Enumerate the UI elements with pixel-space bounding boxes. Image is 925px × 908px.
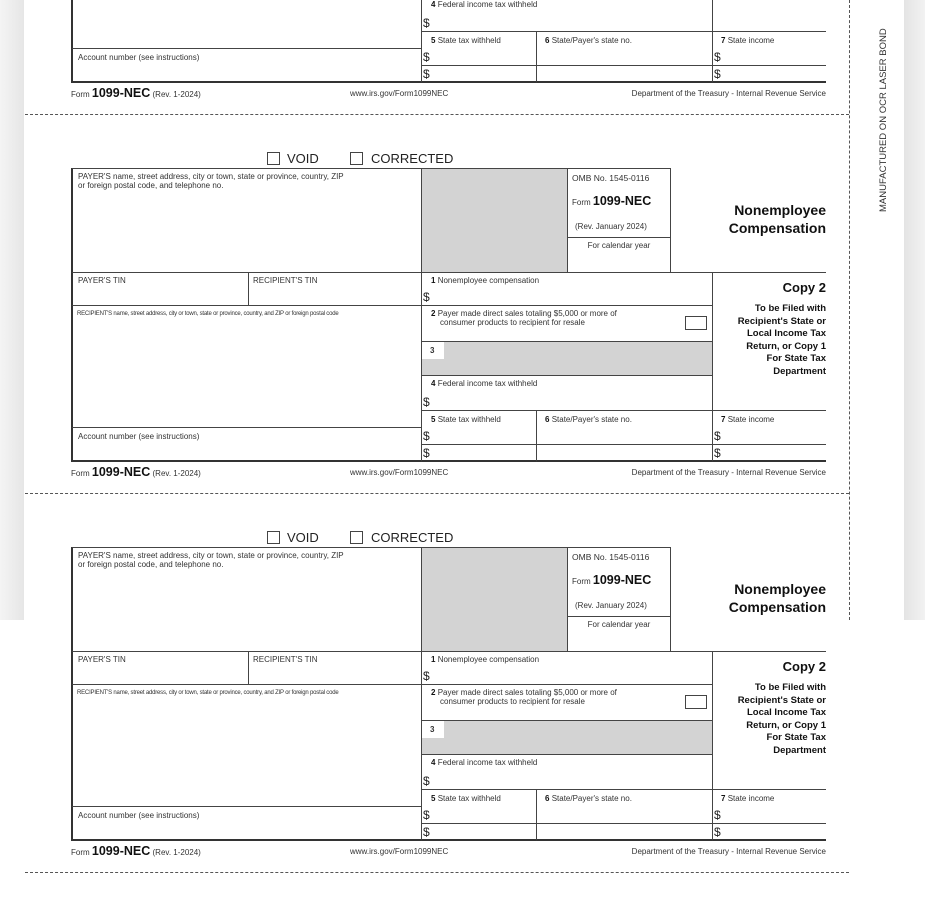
box7-field[interactable] [712, 410, 826, 445]
box1-field[interactable] [421, 651, 713, 685]
recipient-label: RECIPIENT'S name, street address, city or town, state or province, country, and ZIP or foreign postal code [77, 690, 339, 696]
omb-cell [567, 168, 671, 238]
title-line-1: Nonemployee [734, 581, 826, 597]
box5-field[interactable] [421, 31, 537, 66]
box4-field[interactable] [421, 375, 713, 411]
dollar-sign: $ [714, 808, 721, 822]
form-prefix: Form [572, 198, 591, 207]
box2-checkbox[interactable] [685, 316, 707, 330]
form-number: 1099-NEC [592, 194, 652, 208]
footer-form-id: Form 1099-NEC (Rev. 1-2024) [71, 844, 201, 858]
dollar-sign: $ [423, 429, 430, 443]
calendar-year-label: For calendar year [587, 620, 651, 629]
void-checkbox[interactable] [267, 531, 280, 544]
calendar-year-label: For calendar year [587, 241, 651, 250]
box7-field[interactable] [712, 789, 826, 824]
copy-label: Copy 2 [782, 659, 826, 674]
box5-field-2[interactable] [421, 65, 537, 83]
box7-field[interactable] [712, 31, 826, 66]
box5-field[interactable] [421, 789, 537, 824]
box6-label: 6 State/Payer's state no. [545, 415, 632, 424]
corrected-checkbox[interactable] [350, 152, 363, 165]
box2-field [421, 684, 713, 721]
account-label: Account number (see instructions) [78, 432, 200, 441]
form-rev: (Rev. January 2024) [575, 601, 647, 610]
account-number-field[interactable] [71, 427, 422, 462]
recipient-tin-field[interactable] [248, 272, 422, 306]
form-rev: (Rev. January 2024) [575, 222, 647, 231]
dollar-sign: $ [423, 774, 430, 788]
box5-field-2[interactable] [421, 444, 537, 462]
box3-label: 3 [430, 725, 435, 734]
footer-form-id: Form 1099-NEC (Rev. 1-2024) [71, 86, 201, 100]
payer-label-1: PAYER'S name, street address, city or town, state or province, country, ZIP [78, 551, 344, 560]
corrected-checkbox[interactable] [350, 531, 363, 544]
box2-label-1: 2 Payer made direct sales totaling $5,000 or more of [431, 688, 617, 697]
page-right-margin [904, 0, 925, 620]
footer-dept: Department of the Treasury - Internal Revenue Service [631, 468, 826, 477]
copy-label: Copy 2 [782, 280, 826, 295]
form-prefix: Form [572, 577, 591, 586]
void-label: VOID [287, 530, 319, 545]
dollar-sign: $ [714, 446, 721, 460]
account-number-field[interactable] [71, 48, 422, 83]
recipient-label: RECIPIENT'S name, street address, city or town, state or province, country, and ZIP or foreign postal code [77, 311, 339, 317]
divider [712, 0, 713, 32]
footer-dept: Department of the Treasury - Internal Revenue Service [631, 847, 826, 856]
box2-field [421, 305, 713, 342]
recipient-field[interactable] [71, 305, 422, 428]
box7-field-2[interactable] [712, 823, 826, 841]
form-copy [0, 150, 849, 529]
title-line-2: Compensation [728, 599, 826, 615]
account-number-field[interactable] [71, 806, 422, 841]
divider [712, 272, 713, 411]
dollar-sign: $ [423, 825, 430, 839]
shaded-area [421, 547, 568, 652]
recipient-field[interactable] [71, 0, 422, 49]
form-copy [0, 529, 849, 908]
omb-cell [567, 547, 671, 617]
box5-label: 5 State tax withheld [431, 415, 501, 424]
box3-number-cell [422, 721, 444, 738]
box1-label: 1 Nonemployee compensation [431, 655, 540, 664]
box5-field[interactable] [421, 410, 537, 445]
dollar-sign: $ [423, 16, 430, 30]
calendar-year-field[interactable] [567, 237, 671, 273]
box4-label: 4 Federal income tax withheld [431, 0, 538, 9]
box3-label: 3 [430, 346, 435, 355]
account-label: Account number (see instructions) [78, 811, 200, 820]
copy-description: To be Filed with Recipient's State or Local Income Tax Return, or Copy 1 For State Tax Department [737, 303, 826, 377]
form-number: 1099-NEC [592, 573, 652, 587]
box3-field [421, 341, 713, 376]
dollar-sign: $ [423, 290, 430, 304]
dollar-sign: $ [423, 50, 430, 64]
corrected-label: CORRECTED [371, 530, 454, 545]
box7-label: 7 State income [721, 36, 775, 45]
dollar-sign: $ [714, 67, 721, 81]
dollar-sign: $ [423, 446, 430, 460]
account-label: Account number (see instructions) [78, 53, 200, 62]
box3-number-cell [422, 342, 444, 359]
box7-field-2[interactable] [712, 65, 826, 83]
box1-label: 1 Nonemployee compensation [431, 276, 540, 285]
form-copy [0, 0, 849, 150]
dollar-sign: $ [714, 429, 721, 443]
box1-field[interactable] [421, 272, 713, 306]
footer-url[interactable]: www.irs.gov/Form1099NEC [350, 468, 449, 477]
omb-number: OMB No. 1545-0116 [572, 552, 650, 562]
perforation-horizontal [25, 872, 849, 873]
footer-dept: Department of the Treasury - Internal Revenue Service [631, 89, 826, 98]
box6-field-2[interactable] [536, 65, 713, 83]
box4-label: 4 Federal income tax withheld [431, 758, 538, 767]
dollar-sign: $ [714, 825, 721, 839]
box7-field-2[interactable] [712, 444, 826, 462]
box6-label: 6 State/Payer's state no. [545, 36, 632, 45]
payer-label-2: or foreign postal code, and telephone no. [78, 560, 224, 569]
copy-description: To be Filed with Recipient's State or Local Income Tax Return, or Copy 1 For State Tax Department [737, 682, 826, 756]
form-title [729, 580, 826, 616]
dollar-sign: $ [714, 50, 721, 64]
dollar-sign: $ [423, 808, 430, 822]
perforation-vertical [849, 0, 850, 620]
calendar-year-field[interactable] [567, 616, 671, 652]
box5-label: 5 State tax withheld [431, 36, 501, 45]
box4-field[interactable] [421, 0, 713, 32]
payer-tin-label: PAYER'S TIN [78, 655, 126, 664]
recipient-tin-label: RECIPIENT'S TIN [253, 276, 318, 285]
payer-label-1: PAYER'S name, street address, city or town, state or province, country, ZIP [78, 172, 344, 181]
footer-url[interactable]: www.irs.gov/Form1099NEC [350, 847, 449, 856]
void-label: VOID [287, 151, 319, 166]
payer-field[interactable] [71, 168, 422, 273]
box4-field[interactable] [421, 754, 713, 790]
payer-label-2: or foreign postal code, and telephone no. [78, 181, 224, 190]
box6-label: 6 State/Payer's state no. [545, 794, 632, 803]
footer-url[interactable]: www.irs.gov/Form1099NEC [350, 89, 449, 98]
void-checkbox[interactable] [267, 152, 280, 165]
box7-label: 7 State income [721, 794, 775, 803]
form-id [572, 194, 651, 208]
payer-tin-field[interactable] [71, 272, 249, 306]
payer-field[interactable] [71, 547, 422, 652]
shaded-area [421, 168, 568, 273]
divider [712, 651, 713, 790]
dollar-sign: $ [423, 67, 430, 81]
box6-field[interactable] [536, 789, 713, 824]
corrected-label: CORRECTED [371, 151, 454, 166]
box3-field [421, 720, 713, 755]
box2-label-2: consumer products to recipient for resale [440, 697, 585, 706]
box2-label-2: consumer products to recipient for resale [440, 318, 585, 327]
side-text: MANUFACTURED ON OCR LASER BOND [878, 28, 889, 212]
box7-label: 7 State income [721, 415, 775, 424]
recipient-tin-label: RECIPIENT'S TIN [253, 655, 318, 664]
box6-field[interactable] [536, 31, 713, 66]
recipient-field[interactable] [71, 684, 422, 807]
dollar-sign: $ [423, 395, 430, 409]
box5-label: 5 State tax withheld [431, 794, 501, 803]
box6-field-2[interactable] [536, 823, 713, 841]
perforation-horizontal [25, 493, 849, 494]
box2-label-1: 2 Payer made direct sales totaling $5,000 or more of [431, 309, 617, 318]
payer-tin-label: PAYER'S TIN [78, 276, 126, 285]
form-id [572, 573, 651, 587]
form-title [729, 201, 826, 237]
box2-checkbox[interactable] [685, 695, 707, 709]
payer-tin-field[interactable] [71, 651, 249, 685]
box5-field-2[interactable] [421, 823, 537, 841]
perforation-horizontal [25, 114, 849, 115]
dollar-sign: $ [423, 669, 430, 683]
title-line-1: Nonemployee [734, 202, 826, 218]
omb-number: OMB No. 1545-0116 [572, 173, 650, 183]
box6-field[interactable] [536, 410, 713, 445]
footer-form-id: Form 1099-NEC (Rev. 1-2024) [71, 465, 201, 479]
recipient-tin-field[interactable] [248, 651, 422, 685]
box4-label: 4 Federal income tax withheld [431, 379, 538, 388]
box6-field-2[interactable] [536, 444, 713, 462]
title-line-2: Compensation [728, 220, 826, 236]
